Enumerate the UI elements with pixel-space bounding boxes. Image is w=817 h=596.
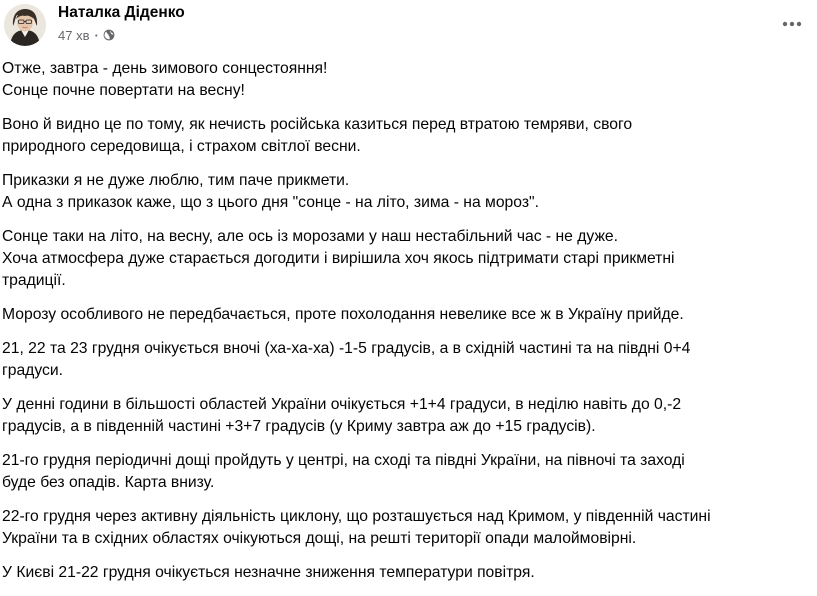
post-paragraph: Сонце таки на літо, на весну, але ось із морозами у наш нестабільний час - не дуже. Хоча атмосфера дуже старається догодити і вирішила хоч якось підтримати старі прикметні традиції. — [2, 228, 675, 289]
post-paragraph: У Києві 21-22 грудня очікується незначне зниження температури повітря. — [2, 564, 535, 581]
post-paragraph: 21-го грудня періодичні дощі пройдуть у центрі, на сході та півдні України, на півночі та заході буде без опадів. Карта внизу. — [2, 452, 685, 491]
post-paragraph: 22-го грудня через активну діяльність циклону, що розташується над Кримом, у південній частині України та в східних областях очікуються дощі, на решті території опади малоймовірні. — [2, 508, 711, 547]
post-meta — [58, 27, 115, 43]
more-options-button[interactable] — [776, 9, 808, 39]
avatar-image — [4, 4, 46, 46]
post-paragraph: У денні години в більшості областей України очікується +1+4 градуси, в неділю навіть до 0,-2 градусів, а в південній частині +3+7 градусів (у Криму завтра аж до +15 градусів). — [2, 396, 682, 435]
more-horizontal-icon — [782, 21, 802, 27]
meta-separator: · — [94, 27, 99, 43]
post-paragraph: Отже, завтра - день зимового сонцестояння! Сонце почне повертати на весну! — [2, 60, 328, 99]
post-paragraph: Морозу особливого не передбачається, проте похолодання невелике все ж в Україну прийде. — [2, 306, 684, 323]
post-text — [2, 58, 810, 596]
post-header — [0, 0, 817, 52]
post-paragraph: Приказки я не дуже люблю, тим паче прикмети. А одна з приказок каже, що з цього дня "сонце - на літо, зима - на мороз". — [2, 172, 539, 211]
author-avatar[interactable] — [4, 4, 46, 46]
globe-icon[interactable] — [103, 29, 115, 41]
post-timestamp[interactable]: 47 хв — [58, 27, 90, 43]
post-paragraph: 21, 22 та 23 грудня очікується вночі (ха-ха-ха) -1-5 градусів, а в східній частині та на півдні 0+4 градуси. — [2, 340, 691, 379]
post-paragraph: Воно й видно це по тому, як нечисть російська казиться перед втратою темряви, свого природного середовища, і страхом світлої весни. — [2, 116, 633, 155]
author-name[interactable]: Наталка Діденко — [58, 4, 185, 21]
